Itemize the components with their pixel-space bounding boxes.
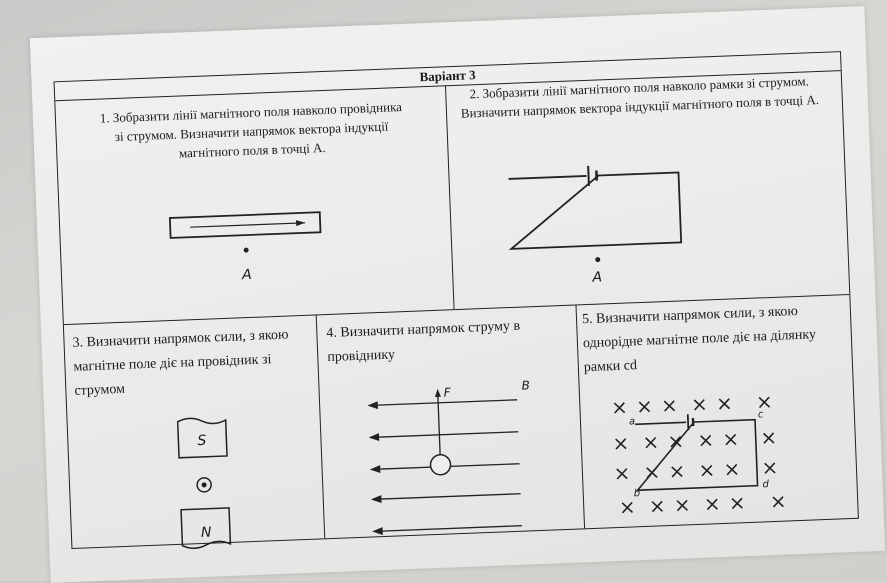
- corner-a-label: a: [629, 416, 636, 427]
- divider-top: [445, 85, 455, 309]
- point-a-dot: [244, 247, 249, 252]
- task-4-text: 4. Визначити напрямок струму в провіднику: [326, 313, 573, 370]
- task-1-text: 1. Зобразити лінії магнітного поля навколо провідника зі струмом. Визначити напрямок вектора індукції магнітного поля в точці А.: [96, 97, 408, 166]
- current-arrow-line: [190, 223, 305, 227]
- frame-wire: [509, 172, 682, 248]
- task-2-text: 2. Зобразити лінії магнітного поля навколо рамки зі струмом. Визначити напрямок вектора індукції магнітного поля в точці А.: [453, 71, 826, 123]
- corner-c-label: c: [758, 409, 764, 420]
- conductor-cross-section: [430, 454, 451, 475]
- task-3-text: 3. Визначити напрямок сили, з якою магнітне поле діє на провідник зі струмом: [72, 323, 315, 404]
- corner-b-label: b: [634, 488, 641, 499]
- divider-bottom-left: [316, 314, 326, 538]
- battery-plate-long: [688, 414, 689, 430]
- force-arrow-head: [435, 389, 441, 397]
- force-label: F: [443, 385, 450, 399]
- frame-abcd: [635, 420, 757, 491]
- task-5-text: 5. Визначити напрямок сили, з якою однорідне магнітне поле діє на ділянку рамки cd: [582, 298, 847, 380]
- task-1-point-label: A: [242, 267, 252, 283]
- task-4-diagram: [367, 389, 542, 535]
- field-label: B: [521, 378, 530, 392]
- magnet-bottom-label: N: [201, 525, 212, 541]
- magnet-top-label: S: [197, 433, 206, 449]
- task-5-diagram: [612, 393, 816, 521]
- paper-sheet: [30, 6, 885, 583]
- task-2-diagram: [508, 158, 692, 265]
- task-2-point-label: A: [592, 269, 602, 285]
- corner-d-label: d: [762, 479, 769, 490]
- battery-long-plate: [588, 166, 589, 186]
- current-arrow-head: [296, 220, 305, 226]
- point-a-dot-2: [595, 257, 600, 262]
- conductor-dot: [202, 482, 207, 487]
- variant-title: Варіант 3: [55, 52, 841, 101]
- task-table: [54, 51, 859, 549]
